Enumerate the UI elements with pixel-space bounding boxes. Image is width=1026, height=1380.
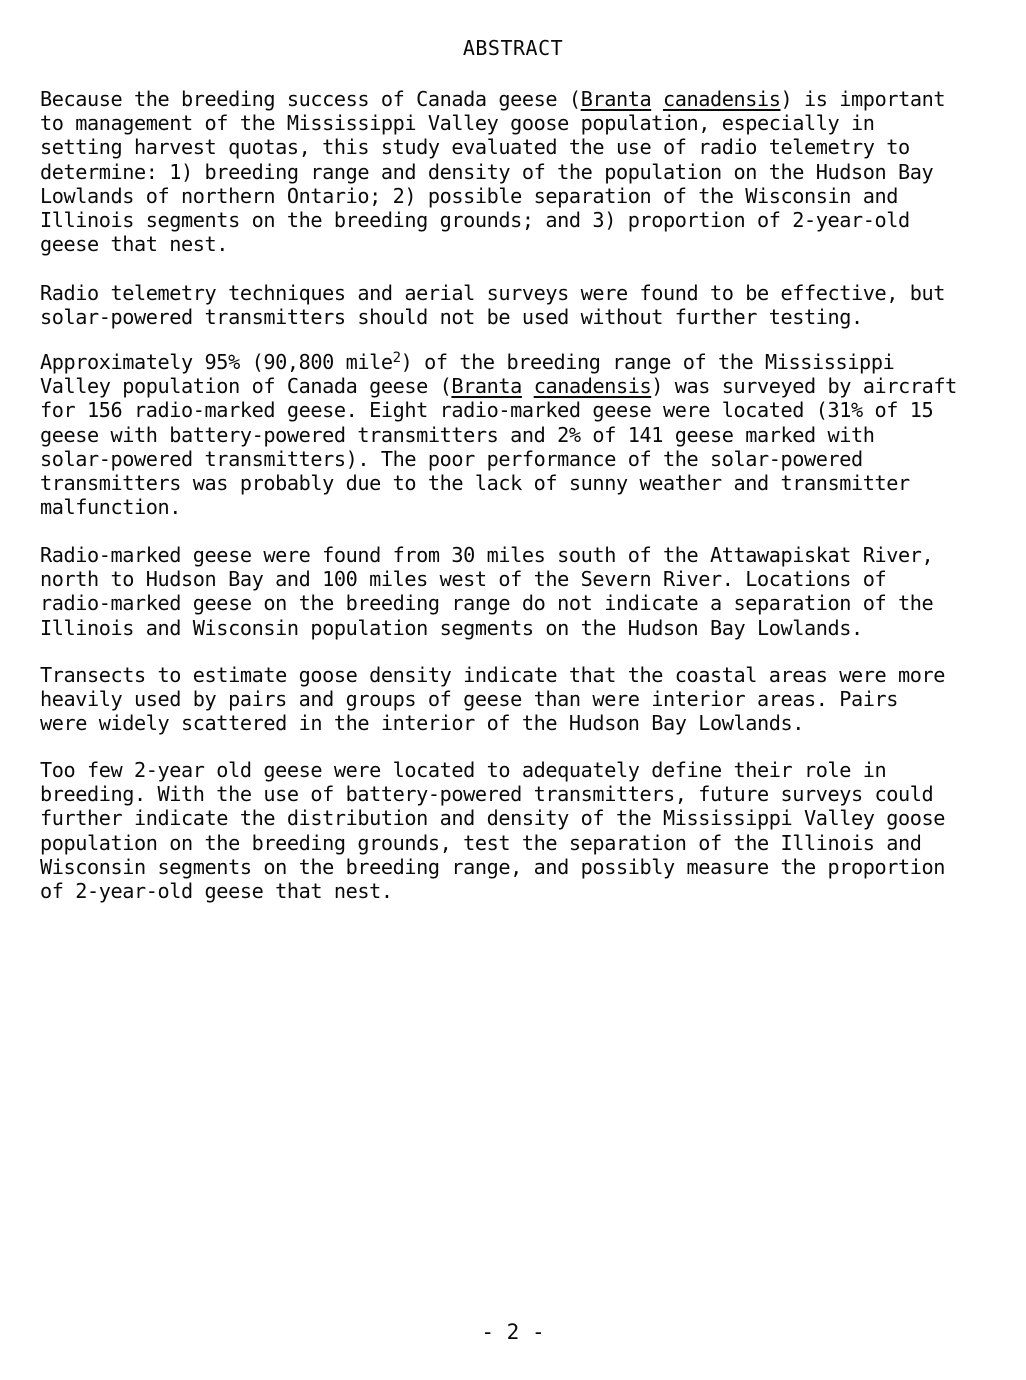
paragraph-line: for 156 radio-marked geese. Eight radio-marked geese were located (31% of 15 xyxy=(40,398,934,423)
abstract-paragraph-5 xyxy=(40,663,1000,736)
paragraph-line: Radio-marked geese were found from 30 miles south of the Attawapiskat River, xyxy=(40,543,934,567)
paragraph-line: Valley population of Canada geese (Branta canadensis) was surveyed by aircraft xyxy=(40,374,957,399)
paragraph-line: Lowlands of northern Ontario; 2) possible separation of the Wisconsin and xyxy=(40,183,899,208)
paragraph-line: determine: 1) breeding range and density of the population on the Hudson Bay xyxy=(40,159,934,184)
paragraph-line: population on the breeding grounds, test the separation of the Illinois and xyxy=(40,830,922,855)
paragraph-line: Illinois segments on the breeding grounds; and 3) proportion of 2-year-old xyxy=(40,207,910,232)
paragraph-line: Too few 2-year old geese were located to adequately define their role in xyxy=(40,758,887,782)
abstract-paragraph-3 xyxy=(40,350,1000,519)
paragraph-line: transmitters was probably due to the lack of sunny weather and transmitter xyxy=(40,470,910,495)
abstract-paragraph-2 xyxy=(40,281,1000,329)
paragraph-line: geese that nest. xyxy=(40,232,229,257)
paragraph-line: Transects to estimate goose density indicate that the coastal areas were more xyxy=(40,663,946,687)
paragraph-line: Approximately 95% (90,800 mile$^2$) of the breeding range of the Mississippi xyxy=(40,350,895,374)
paragraph-line: further indicate the distribution and density of the Mississippi Valley goose xyxy=(40,806,946,831)
paragraph-line: solar-powered transmitters). The poor performance of the solar-powered xyxy=(40,446,863,471)
paragraph-line: were widely scattered in the interior of the Hudson Bay Lowlands. xyxy=(40,711,805,736)
paragraph-line: geese with battery-powered transmitters and 2% of 141 geese marked with xyxy=(40,422,875,447)
paragraph-line: Illinois and Wisconsin population segments on the Hudson Bay Lowlands. xyxy=(40,615,863,640)
paragraph-line: Because the breeding success of Canada geese (Branta canadensis) is important xyxy=(40,87,946,111)
paragraph-line: solar-powered transmitters should not be used without further testing. xyxy=(40,305,863,330)
page-number: - 2 - xyxy=(481,1320,545,1344)
paragraph-line: breeding. With the use of battery-powered transmitters, future surveys could xyxy=(40,782,934,807)
abstract-paragraph-6 xyxy=(40,758,1000,903)
paragraph-line: setting harvest quotas, this study evaluated the use of radio telemetry to xyxy=(40,135,910,160)
paragraph-line: of 2-year-old geese that nest. xyxy=(40,878,393,903)
paragraph-line: to management of the Mississippi Valley goose population, especially in xyxy=(40,111,875,136)
paragraph-line: heavily used by pairs and groups of geese than were interior areas. Pairs xyxy=(40,687,899,712)
paragraph-line: radio-marked geese on the breeding range do not indicate a separation of the xyxy=(40,591,934,616)
abstract-heading: ABSTRACT xyxy=(462,36,564,60)
paragraph-line: Radio telemetry techniques and aerial surveys were found to be effective, but xyxy=(40,281,946,305)
abstract-paragraph-4 xyxy=(40,543,1000,640)
paragraph-line: malfunction. xyxy=(40,495,182,520)
paragraph-line: north to Hudson Bay and 100 miles west of the Severn River. Locations of xyxy=(40,567,887,592)
abstract-paragraph-1 xyxy=(40,87,1000,256)
paragraph-line: Wisconsin segments on the breeding range, and possibly measure the proportion xyxy=(40,854,946,879)
